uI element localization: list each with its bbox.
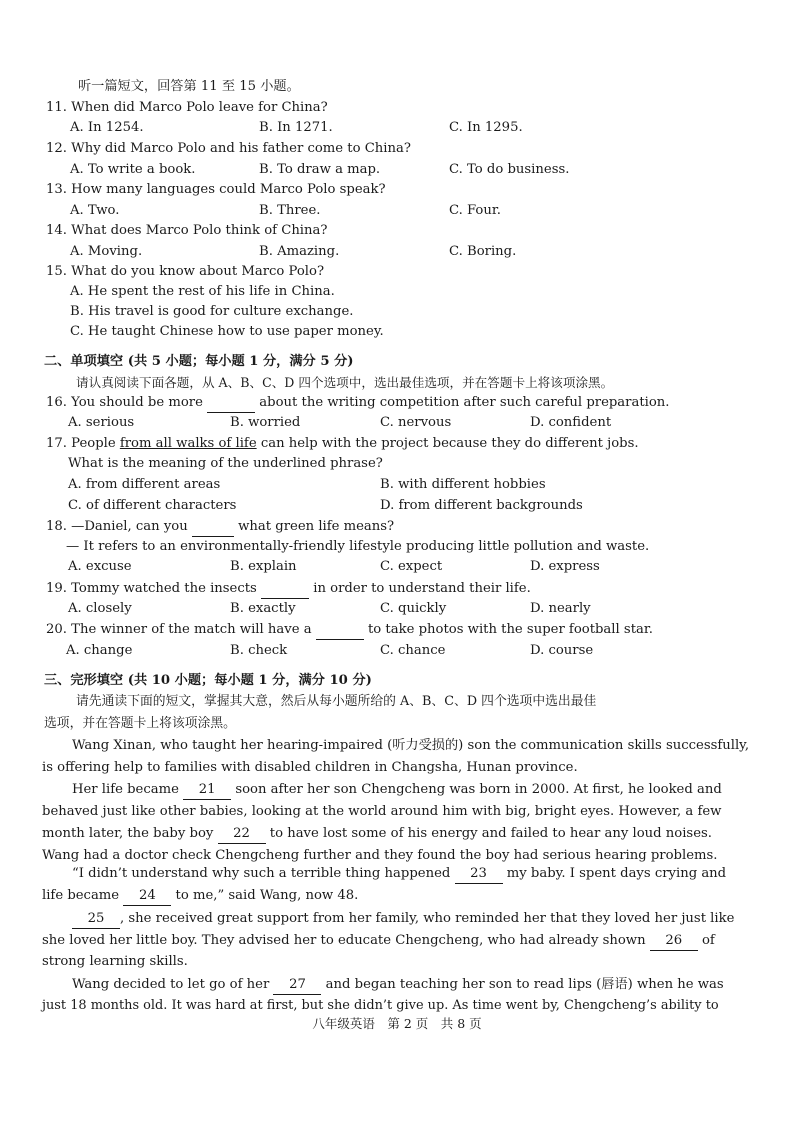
cloze-blank-23: 23 [455, 865, 503, 884]
section-3-instruction-line2: 选项，并在答题卡上将该项涂黑。 [44, 716, 236, 731]
page-footer: 八年级英语 第 2 页 共 8 页 [312, 1016, 482, 1031]
section-3-instruction-line1: 请先通读下面的短文，掌握其大意，然后从每小题所给的 A、B、C、D 四个选项中选出最佳 [76, 694, 597, 709]
q13-option-c: C. Four. [449, 203, 501, 218]
passage-text: and began teaching her son to read lips (唇语) when he was [325, 977, 724, 992]
passage-p3-line1 [72, 865, 726, 884]
answer-blank [207, 394, 255, 413]
cloze-blank-26: 26 [650, 932, 698, 951]
q17-option-b: B. with different hobbies [380, 477, 546, 492]
question-14-stem: 14. What does Marco Polo think of China? [46, 223, 328, 238]
passage-p2-line3 [42, 825, 712, 844]
passage-p5-line1 [72, 976, 724, 995]
q19-option-d: D. nearly [530, 601, 591, 616]
q18-option-c: C. expect [380, 559, 443, 574]
cloze-blank-27: 27 [273, 976, 321, 995]
q15-option-c: C. He taught Chinese how to use paper money. [70, 324, 384, 339]
passage-p4-line2 [42, 932, 715, 951]
passage-p3-line2 [42, 887, 358, 906]
q17-text-after: can help with the project because they do different jobs. [260, 436, 639, 451]
q17-text-before: 17. People [46, 436, 116, 451]
question-19-stem [46, 580, 531, 599]
q15-option-a: A. He spent the rest of his life in China. [70, 284, 335, 299]
answer-blank [316, 621, 364, 640]
passage-text: , she received great support from her family, who reminded her that they loved her just like [120, 911, 735, 926]
q19-text-after: in order to understand their life. [313, 581, 531, 596]
q18-option-b: B. explain [230, 559, 297, 574]
q11-option-a: A. In 1254. [70, 120, 144, 135]
q12-option-a: A. To write a book. [70, 162, 196, 177]
q19-option-b: B. exactly [230, 601, 296, 616]
q16-option-b: B. worried [230, 415, 301, 430]
q20-option-d: D. course [530, 643, 594, 658]
q20-text-before: 20. The winner of the match will have a [46, 622, 312, 637]
q19-option-a: A. closely [68, 601, 132, 616]
section-3-heading: 三、完形填空 (共 10 小题；每小题 1 分，满分 10 分) [44, 673, 372, 688]
q16-text-after: about the writing competition after such careful preparation. [259, 395, 670, 410]
passage-p1-line2: is offering help to families with disabled children in Changsha, Hunan province. [42, 760, 578, 775]
q16-option-d: D. confident [530, 415, 612, 430]
q12-option-c: C. To do business. [449, 162, 570, 177]
q17-prompt: What is the meaning of the underlined phrase? [68, 456, 383, 471]
q16-text-before: 16. You should be more [46, 395, 203, 410]
cloze-blank-22: 22 [218, 825, 266, 844]
q12-option-b: B. To draw a map. [259, 162, 381, 177]
question-20-stem [46, 621, 653, 640]
q13-option-a: A. Two. [70, 203, 120, 218]
q14-option-a: A. Moving. [70, 244, 143, 259]
passage-text: my baby. I spent days crying and [506, 866, 727, 881]
passage-text: she loved her little boy. They advised her to educate Chengcheng, who had already shown [42, 933, 646, 948]
q20-option-c: C. chance [380, 643, 446, 658]
question-11-stem: 11. When did Marco Polo leave for China? [46, 100, 328, 115]
q13-option-b: B. Three. [259, 203, 321, 218]
q20-option-a: A. change [66, 643, 133, 658]
q11-option-c: C. In 1295. [449, 120, 523, 135]
question-15-stem: 15. What do you know about Marco Polo? [46, 264, 325, 279]
question-18-stem [46, 518, 394, 537]
answer-blank [261, 580, 309, 599]
q16-option-c: C. nervous [380, 415, 452, 430]
cloze-blank-21: 21 [183, 781, 231, 800]
question-12-stem: 12. Why did Marco Polo and his father come to China? [46, 141, 411, 156]
listening-intro: 听一篇短文，回答第 11 至 15 小题。 [78, 79, 300, 94]
passage-text: Her life became [72, 782, 179, 797]
passage-text: life became [42, 888, 120, 903]
passage-text: to me,” said Wang, now 48. [175, 888, 359, 903]
passage-p2-line1 [72, 781, 722, 800]
q20-option-b: B. check [230, 643, 288, 658]
passage-p5-line2: just 18 months old. It was hard at first, but she didn’t give up. As time went by, Chengcheng’s ability to [42, 998, 719, 1013]
question-16-stem [46, 394, 669, 413]
passage-p1-line1: Wang Xinan, who taught her hearing-impaired (听力受损的) son the communication skills successfully, [72, 738, 750, 753]
cloze-blank-24: 24 [123, 887, 171, 906]
q14-option-b: B. Amazing. [259, 244, 340, 259]
q17-option-a: A. from different areas [68, 477, 221, 492]
passage-p2-line2: behaved just like other babies, looking at the world around him with big, bright eyes. However, a few [42, 804, 722, 819]
passage-text: month later, the baby boy [42, 826, 214, 841]
q14-option-c: C. Boring. [449, 244, 517, 259]
q19-text-before: 19. Tommy watched the insects [46, 581, 257, 596]
passage-text: Wang decided to let go of her [72, 977, 270, 992]
q18-text-after: what green life means? [238, 519, 395, 534]
passage-p4-line3: strong learning skills. [42, 954, 188, 969]
q11-option-b: B. In 1271. [259, 120, 333, 135]
section-2-heading: 二、单项填空 (共 5 小题；每小题 1 分，满分 5 分) [44, 354, 354, 369]
section-2-instruction: 请认真阅读下面各题，从 A、B、C、D 四个选项中，选出最佳选项，并在答题卡上将该项涂黑。 [76, 375, 614, 390]
passage-text: soon after her son Chengcheng was born in 2000. At first, he looked and [235, 782, 722, 797]
question-17-stem [46, 435, 639, 453]
q20-text-after: to take photos with the super football star. [368, 622, 653, 637]
passage-p2-line4: Wang had a doctor check Chengcheng further and they found the boy had serious hearing problems. [42, 848, 718, 863]
q19-option-c: C. quickly [380, 601, 447, 616]
q18-response: — It refers to an environmentally-friendly lifestyle producing little pollution and waste. [66, 539, 650, 554]
q18-text-before: 18. —Daniel, can you [46, 519, 188, 534]
passage-text: of [701, 933, 715, 948]
q17-underlined-phrase: from all walks of life [119, 436, 257, 451]
passage-p4-line1 [72, 910, 734, 929]
q15-option-b: B. His travel is good for culture exchange. [70, 304, 354, 319]
q16-option-a: A. serious [68, 415, 135, 430]
question-13-stem: 13. How many languages could Marco Polo speak? [46, 182, 386, 197]
cloze-blank-25: 25 [72, 910, 120, 929]
passage-text: to have lost some of his energy and failed to hear any loud noises. [269, 826, 712, 841]
answer-blank [192, 518, 234, 537]
q17-option-d: D. from different backgrounds [380, 498, 583, 513]
q17-option-c: C. of different characters [68, 498, 237, 513]
passage-text: “I didn’t understand why such a terrible thing happened [72, 866, 451, 881]
q18-option-a: A. excuse [68, 559, 132, 574]
q18-option-d: D. express [530, 559, 600, 574]
